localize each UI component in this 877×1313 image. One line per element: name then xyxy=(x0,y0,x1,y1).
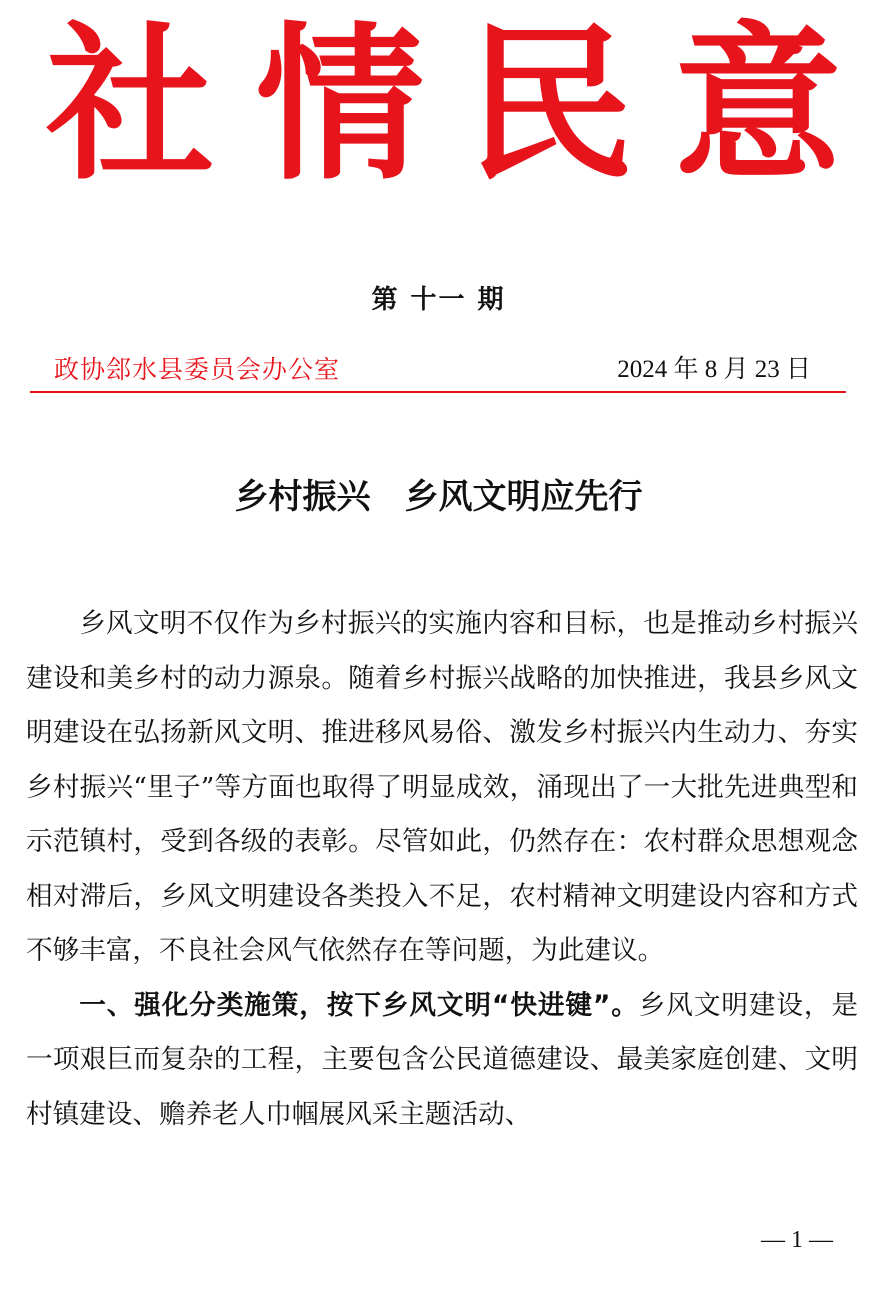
section-1-paragraph xyxy=(26,979,858,1143)
masthead-char-3: 民 xyxy=(466,5,634,203)
issuing-office: 政协郐水县委员会办公室 xyxy=(54,355,341,384)
masthead-char-1: 社 xyxy=(46,5,214,203)
masthead-char-4: 意 xyxy=(674,5,842,203)
page-number: — 1 — xyxy=(761,1227,833,1253)
section-1-heading: 一、强化分类施策，按下乡风文明“快进键”。 xyxy=(79,989,639,1021)
article-title: 乡村振兴 乡风文明应先行 xyxy=(234,477,643,517)
issue-date: 2024 年 8 月 23 日 xyxy=(617,356,811,383)
issue-number: 第 十一 期 xyxy=(371,285,506,315)
header-divider xyxy=(30,391,846,393)
masthead xyxy=(0,5,877,203)
section-1-text: 乡风文明建设，是一项艰巨而复杂的工程，主要包含公民道德建设、最美家庭创建、文明村镇建设、赡养老人巾帼展风采主题活动、 xyxy=(26,989,858,1130)
intro-paragraph: 乡风文明不仅作为乡村振兴的实施内容和目标，也是推动乡村振兴建设和美乡村的动力源泉。随着乡村振兴战略的加快推进，我县乡风文明建设在弘扬新风文明、推进移风易俗、激发乡村振兴内生动力、夯实乡村振兴“里子”等方面也取得了明显成效，涌现出了一大批先进典型和示范镇村，受到各级的表彰。尽管如此，仍然存在：农村群众思想观念相对滞后，乡风文明建设各类投入不足，农村精神文明建设内容和方式不够丰富，不良社会风气依然存在等问题，为此建议。 xyxy=(26,608,858,966)
article-body xyxy=(26,597,858,1142)
masthead-char-2: 情 xyxy=(256,5,424,203)
